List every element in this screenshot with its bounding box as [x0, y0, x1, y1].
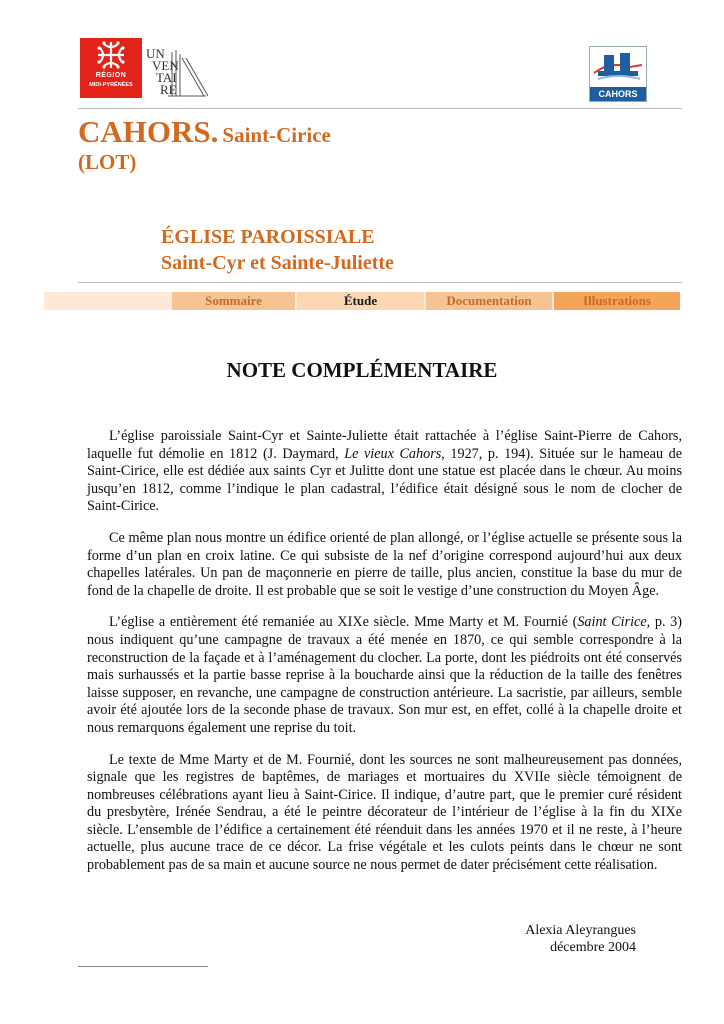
paragraph-3-part-a: L’église a entièrement été remaniée au XIXe siècle. Mme Marty et M. Fournié ( [109, 614, 578, 631]
paragraph-1-part-b: , 1927, p. 194). Située sur le hameau de Saint-Cirice, elle est dédiée aux saints Cyr et Julitte dont une statue est placée dans le chœur. Au moins jusqu’en 1812, comme l’indique le plan cadastral, l’édifice était désigné sous le nom de clocher de Saint-Cirice. [87, 445, 682, 515]
department-name: (LOT) [78, 150, 137, 174]
nav-item-etude[interactable]: Étude [297, 292, 424, 310]
paragraph-3-part-b: p. 3) nous indiquent qu’une campagne de travaux a été menée en 1870, ce qui semble correspondre à la reconstruction de la façade et à l’aménagement du clocher. La porte, dont les piédroits ont été conservés mais surhaussés et la partie basse reprise à la boucharde ainsi que la réduction de la taille des fenêtres laisse supposer, en revanche, une campagne de construction antérieure. La sacristie, par ailleurs, semble avoir été ajoutée lors de la seconde phase de travaux. Son mur est, en effet, collé à la chapelle droite et nous remarquons également une reprise du toit. [87, 614, 682, 736]
paragraph-1-part-a: L’église paroissiale Saint-Cyr et Sainte-Juliette était rattachée à l’église Saint-Pierre de Cahors, laquelle fut démolie en 1812 (J. Daymard, [87, 428, 682, 462]
nav-item-sommaire[interactable]: Sommaire [172, 292, 295, 310]
header-divider [78, 108, 682, 109]
title-divider [78, 282, 682, 283]
building-name: Saint-Cyr et Sainte-Juliette [161, 252, 394, 274]
region-logo-subtext: MIDI-PYRÉNÉES [89, 82, 133, 88]
inventaire-logo [146, 44, 208, 98]
signature-date: décembre 2004 [550, 940, 636, 955]
region-logo-text: RÉGION [95, 72, 127, 79]
signature-block [460, 922, 636, 956]
footnote-separator [78, 966, 208, 967]
nav-item-illustrations[interactable]: Illustrations [554, 292, 680, 310]
inventaire-logo-text-3: TAI [156, 70, 177, 85]
article-body [87, 428, 682, 889]
page-title [78, 114, 331, 150]
inventaire-logo-text-2: VEN [152, 58, 179, 73]
paragraph-1 [87, 428, 682, 516]
inventaire-logo-text-1: UN [146, 46, 165, 61]
occitan-cross-icon [80, 38, 142, 72]
inventaire-logo-text-4: RE [160, 82, 177, 97]
author-name: Alexia Aleyrangues [525, 923, 636, 938]
inventaire-emblem-icon [146, 44, 208, 98]
cahors-logo [589, 46, 647, 102]
section-nav [44, 292, 680, 310]
building-type: ÉGLISE PAROISSIALE [161, 226, 375, 248]
city-name: CAHORS. [78, 114, 219, 149]
paragraph-2: Ce même plan nous montre un édifice orienté de plan allongé, or l’église actuelle se présente sous la forme d’un plan en croix latine. Ce qui subsiste de la nef d’origine correspond aujourd’hui aux deux chapelles latérales. Un pan de maçonnerie en pierre de taille, plus ancien, constitue la base du mur de fond de la chapelle de droite. Il est probable que se soit le vestige d’une construction du Moyen Âge. [87, 529, 682, 599]
region-midi-pyrenees-logo [80, 38, 142, 98]
locality-name: Saint-Cirice [222, 123, 331, 147]
source-title: Saint Cirice, [577, 614, 651, 631]
paragraph-3 [87, 614, 682, 737]
nav-item-documentation[interactable]: Documentation [426, 292, 552, 310]
cahors-logo-text: CAHORS [590, 87, 646, 101]
paragraph-4: Le texte de Mme Marty et de M. Fournié, dont les sources ne sont malheureusement pas données, signale que les registres de baptêmes, de mariages et mortuaires du XVIIe siècle témoignent de nombreuses célébrations ayant lieu à Saint-Cirice. Il indique, d’autre part, que le premier curé résident du presbytère, Irénée Sendrau, a été le peintre décorateur de l’intérieur de l’église à la fin du XIXe siècle. L’ensemble de l’édifice a certainement été réenduit dans les années 1970 et il ne reste, à l’heure actuelle, plus aucune trace de ce décor. La frise végétale et les culots peints dans le chœur ne sont probablement pas de sa main et aucune source ne nous permet de dater précisément cette réalisation. [87, 751, 682, 874]
section-title: NOTE COMPLÉMENTAIRE [226, 358, 498, 382]
building-title [161, 224, 394, 276]
book-title: Le vieux Cahors [344, 445, 442, 462]
cahors-bridge-icon [590, 47, 646, 87]
